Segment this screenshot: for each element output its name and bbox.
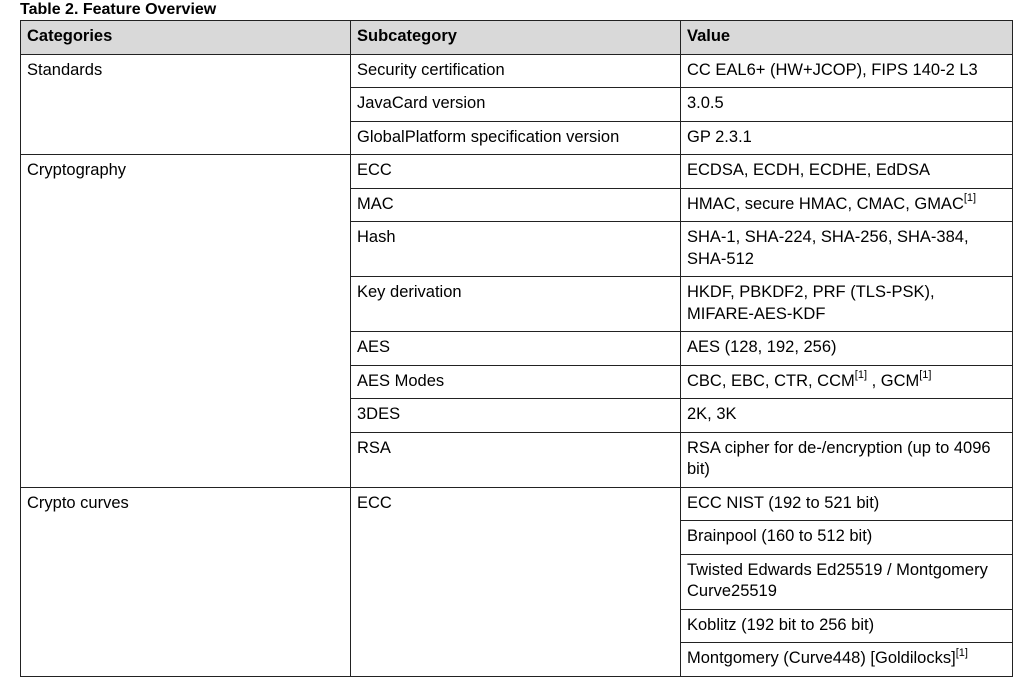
value-cell — [681, 188, 1013, 222]
category-cell: Cryptography — [21, 155, 351, 488]
subcategory-cell: 3DES — [351, 399, 681, 433]
subcategory-cell: JavaCard version — [351, 88, 681, 122]
table-row — [21, 487, 1013, 521]
value-cell: Twisted Edwards Ed25519 / Montgomery Curve25519 — [681, 554, 1013, 609]
subcategory-cell: Security certification — [351, 54, 681, 88]
value-cell: ECC NIST (192 to 521 bit) — [681, 487, 1013, 521]
footnote-ref: [1] — [955, 646, 968, 659]
table-header-row — [21, 21, 1013, 55]
value-cell: CC EAL6+ (HW+JCOP), FIPS 140-2 L3 — [681, 54, 1013, 88]
value-cell — [681, 365, 1013, 399]
footnote-ref: [1] — [963, 192, 977, 204]
table-row — [21, 54, 1013, 88]
value-cell: ECDSA, ECDH, ECDHE, EdDSA — [681, 155, 1013, 189]
value-cell — [681, 643, 1013, 677]
table-row — [21, 155, 1013, 189]
value-cell: SHA-1, SHA-224, SHA-256, SHA-384, SHA-512 — [681, 222, 1013, 277]
value-cell: Koblitz (192 bit to 256 bit) — [681, 609, 1013, 643]
footnote-ref: [1] — [919, 369, 932, 381]
value-cell: Brainpool (160 to 512 bit) — [681, 521, 1013, 555]
feature-overview-table — [20, 20, 1013, 677]
value-cell: 3.0.5 — [681, 88, 1013, 122]
value-cell: AES (128, 192, 256) — [681, 332, 1013, 366]
subcategory-cell: Key derivation — [351, 277, 681, 332]
subcategory-cell: ECC — [351, 155, 681, 189]
subcategory-cell: GlobalPlatform specification version — [351, 121, 681, 155]
header-categories: Categories — [21, 21, 351, 55]
value-text: HMAC, secure HMAC, CMAC, GMAC — [687, 194, 964, 213]
subcategory-cell: RSA — [351, 432, 681, 487]
subcategory-cell: MAC — [351, 188, 681, 222]
footnote-ref: [1] — [854, 369, 867, 381]
value-cell: GP 2.3.1 — [681, 121, 1013, 155]
header-subcategory: Subcategory — [351, 21, 681, 55]
category-cell: Crypto curves — [21, 487, 351, 676]
value-text: , GCM — [867, 371, 920, 390]
subcategory-cell: Hash — [351, 222, 681, 277]
category-cell: Standards — [21, 54, 351, 155]
value-cell: HKDF, PBKDF2, PRF (TLS-PSK), MIFARE-AES-KDF — [681, 277, 1013, 332]
subcategory-cell: AES — [351, 332, 681, 366]
value-text: Montgomery (Curve448) [Goldilocks] — [687, 649, 956, 667]
subcategory-cell: AES Modes — [351, 365, 681, 399]
header-value: Value — [681, 21, 1013, 55]
subcategory-cell: ECC — [351, 487, 681, 676]
value-text: CBC, EBC, CTR, CCM — [687, 371, 855, 390]
value-cell: RSA cipher for de-/encryption (up to 4096 bit) — [681, 432, 1013, 487]
table-caption: Table 2. Feature Overview — [20, 1, 217, 18]
value-cell: 2K, 3K — [681, 399, 1013, 433]
